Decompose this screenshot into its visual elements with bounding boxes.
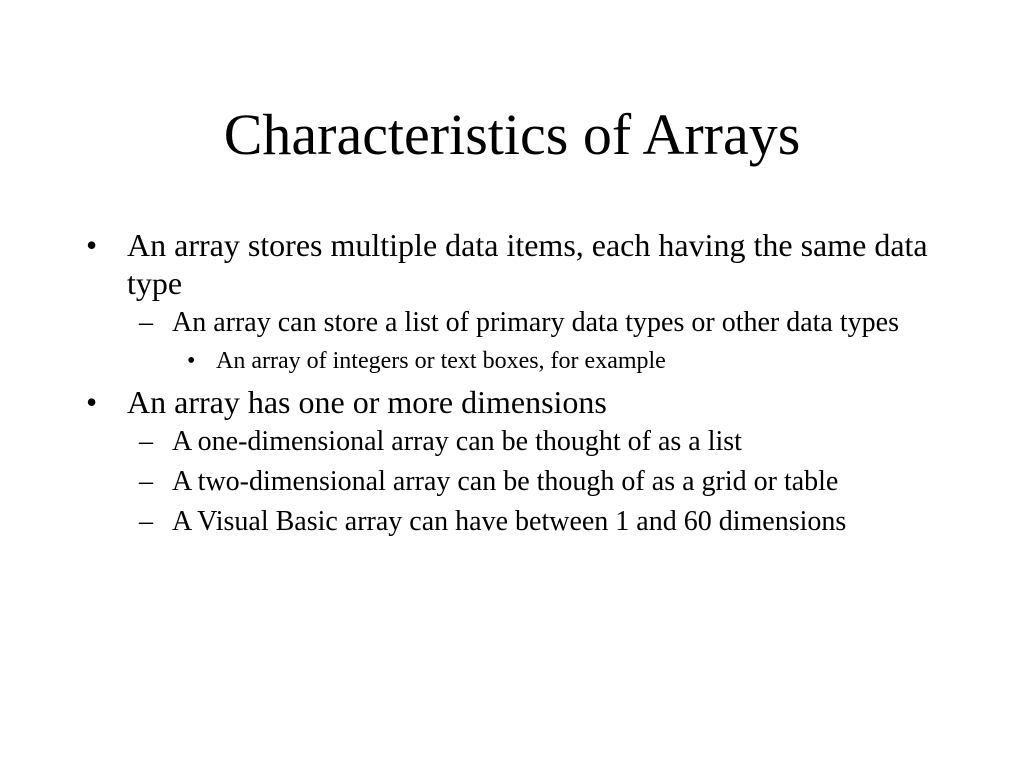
bullet-marker: • [86,227,98,263]
bullet-item-level-1 [80,383,940,421]
bullet-text: An array has one or more dimensions [127,384,607,420]
bullet-text: An array of integers or text boxes, for example [216,348,666,374]
bullet-text: An array stores multiple data items, each having the same data type [127,227,928,301]
dash-marker: – [139,506,153,537]
dash-marker: – [139,426,153,457]
dash-marker: – [139,307,153,338]
bullet-marker: • [187,348,196,374]
bullet-item-level-1 [80,226,940,302]
bullet-text: An array can store a list of primary data types or other data types [172,307,899,338]
bullet-text: A Visual Basic array can have between 1 and 60 dimensions [172,506,847,537]
slide-title: Characteristics of Arrays [223,102,801,167]
bullet-item-level-2 [135,465,940,499]
bullet-item-level-2 [135,505,940,539]
dash-marker: – [139,466,153,497]
bullet-marker: • [86,384,98,420]
bullet-text: A one-dimensional array can be thought of as a list [172,426,742,457]
bullet-text: A two-dimensional array can be though of as a grid or table [172,466,839,497]
bullet-list [80,226,940,545]
bullet-item-level-2 [135,306,940,340]
bullet-item-level-2 [135,425,940,459]
bullet-item-level-3 [187,346,940,376]
